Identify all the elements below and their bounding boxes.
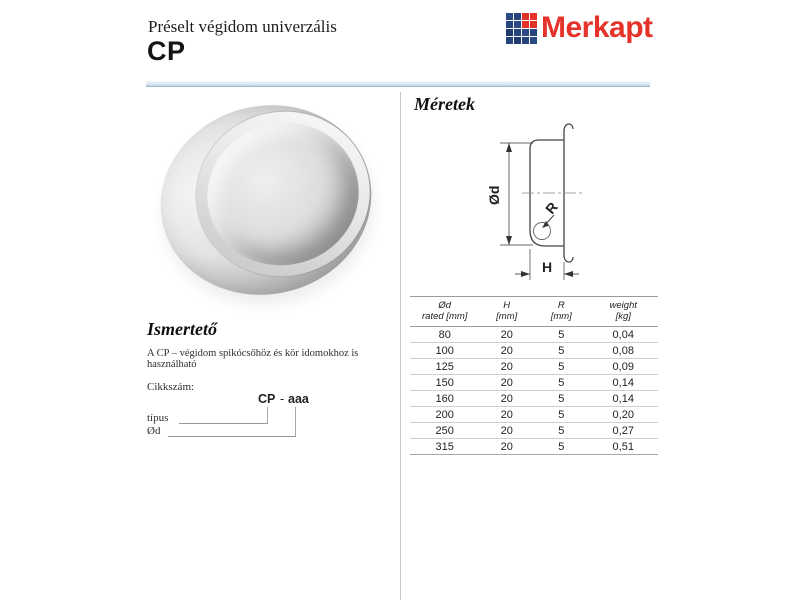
table-cell: 0,04 [589,327,658,343]
table-cell: 0,20 [589,407,658,423]
logo-grid-icon [506,13,537,44]
drawing-diameter-label: Ød [486,185,502,205]
section-title-dimensions: Méretek [414,94,475,114]
table-cell: 0,09 [589,359,658,375]
page-subtitle: Préselt végidom univerzális [148,17,337,36]
table-cell: 0,14 [589,391,658,407]
table-cell: 315 [410,439,479,455]
table-row [410,391,658,407]
article-code-type: CP [258,392,276,406]
table-cell: 0,27 [589,423,658,439]
table-cell: 5 [534,423,589,439]
legend-diameter-label: Ød [147,425,161,437]
table-cell: 5 [534,439,589,455]
col-header-diameter: Ød rated [mm] [410,297,479,327]
table-cell: 0,14 [589,375,658,391]
col-header-weight: weight [kg] [589,297,658,327]
legend-line-type-horizontal [179,423,268,424]
page-title: CP [147,36,186,66]
column-separator [400,92,401,600]
product-photo-end-cap [150,98,385,303]
col-header-radius: R [mm] [534,297,589,327]
table-cell: 20 [479,327,534,343]
table-cell: 5 [534,343,589,359]
table-cell: 125 [410,359,479,375]
table-header-row [410,297,658,327]
table-cell: 5 [534,327,589,343]
table-cell: 20 [479,359,534,375]
table-cell: 100 [410,343,479,359]
table-row [410,407,658,423]
table-cell: 5 [534,375,589,391]
table-cell: 80 [410,327,479,343]
table-cell: 150 [410,375,479,391]
table-row [410,423,658,439]
table-row [410,359,658,375]
table-row [410,439,658,455]
product-description: A CP – végidom spikócsőhöz és kör idomokhoz is használható [147,348,359,370]
legend-line-diameter-vertical [295,407,296,436]
table-cell: 20 [479,423,534,439]
table-row [410,375,658,391]
table-cell: 250 [410,423,479,439]
dimensions-table [410,296,658,455]
drawing-radius-label: R [542,198,561,217]
section-title-description: Ismertető [147,319,217,339]
article-code-size: aaa [288,392,309,406]
table-cell: 20 [479,375,534,391]
logo-text: Merkapt [541,11,653,44]
table-row [410,343,658,359]
table-cell: 20 [479,343,534,359]
article-code-separator: - [280,392,285,406]
merkapt-logo [506,11,653,44]
table-cell: 5 [534,391,589,407]
table-cell: 20 [479,391,534,407]
table-row [410,327,658,343]
col-header-height: H [mm] [479,297,534,327]
header-divider-bar [146,81,650,87]
table-cell: 5 [534,359,589,375]
article-number-label: Cikkszám: [147,381,195,393]
table-cell: 0,08 [589,343,658,359]
table-cell: 5 [534,407,589,423]
drawing-height-label: H [541,259,553,275]
legend-line-type-vertical [267,407,268,423]
technical-drawing [478,116,648,296]
legend-line-diameter-horizontal [168,436,296,437]
table-cell: 0,51 [589,439,658,455]
table-cell: 20 [479,439,534,455]
table-cell: 20 [479,407,534,423]
table-cell: 200 [410,407,479,423]
legend-type-label: típus [147,412,169,424]
table-cell: 160 [410,391,479,407]
